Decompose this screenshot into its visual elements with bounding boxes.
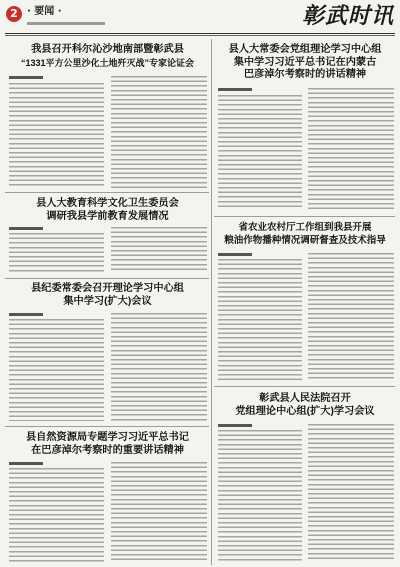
byline	[9, 76, 43, 79]
headline[interactable]	[214, 393, 396, 418]
column-divider	[211, 39, 212, 565]
headline-line: 县自然资源局专题学习习近平总书记	[26, 432, 189, 443]
headline-line: 县人大常委会党组理论学习中心组	[228, 44, 382, 55]
headline[interactable]	[214, 222, 396, 247]
article-divider	[214, 386, 395, 387]
headline-line: 集中学习习近平总书记在内蒙古	[233, 56, 377, 68]
article-body-text	[111, 313, 207, 421]
article-body-text	[9, 468, 104, 562]
byline	[218, 253, 252, 256]
byline	[218, 88, 252, 91]
article-body-text	[218, 430, 302, 562]
header-rule	[5, 33, 395, 36]
page-number-badge: 2	[6, 6, 22, 22]
article-body-text	[9, 83, 104, 188]
article-body-text	[111, 462, 207, 562]
byline	[9, 227, 43, 230]
article-divider	[5, 426, 209, 427]
article-body-text	[308, 88, 394, 210]
headline[interactable]	[5, 432, 210, 457]
byline	[218, 424, 252, 427]
headline[interactable]	[5, 198, 210, 223]
headline[interactable]	[214, 44, 396, 82]
article-divider	[5, 278, 209, 279]
headline-line: 巴彦淖尔考察时的讲话精神	[243, 69, 367, 80]
article-divider	[214, 216, 395, 217]
headline-line: 在巴彦淖尔考察时的重要讲话精神	[31, 444, 184, 456]
article-body-text	[9, 233, 104, 273]
headline-line: 省农业农村厅工作组到我县开展	[238, 222, 372, 233]
headline-line: 县人大教育科学文化卫生委员会	[36, 198, 179, 209]
article-body-text	[218, 95, 302, 210]
article-divider	[5, 192, 209, 193]
article-body-text	[9, 319, 104, 421]
headline-line: 调研我县学前教育发展情况	[46, 210, 169, 222]
headline[interactable]	[5, 283, 210, 308]
article-body-text	[308, 424, 394, 562]
headline-line: 县纪委常委会召开理论学习中心组	[31, 283, 184, 294]
article-body-text	[218, 259, 302, 381]
byline	[9, 313, 43, 316]
news-hotline-line	[27, 22, 105, 25]
headline-line: “1331平方公里沙化土地歼灭战”专家论证会	[20, 57, 195, 68]
article-body-text	[111, 76, 207, 188]
article-body-text	[111, 227, 207, 273]
headline-line: 彰武县人民法院召开	[259, 393, 351, 404]
byline	[9, 462, 43, 465]
headline-line: 粮油作物播种情况调研督查及技术指导	[224, 234, 386, 246]
headline-line: 集中学习(扩大)会议	[63, 295, 152, 307]
section-label: · 要闻 ·	[27, 6, 62, 17]
headline-line: 党组理论中心组(扩大)学习会议	[235, 405, 375, 417]
headline[interactable]	[5, 44, 210, 69]
article-body-text	[308, 253, 394, 381]
headline-line: 我县召开科尔沁沙地南部暨彰武县	[31, 44, 184, 55]
masthead: 彰武时讯	[301, 3, 394, 29]
